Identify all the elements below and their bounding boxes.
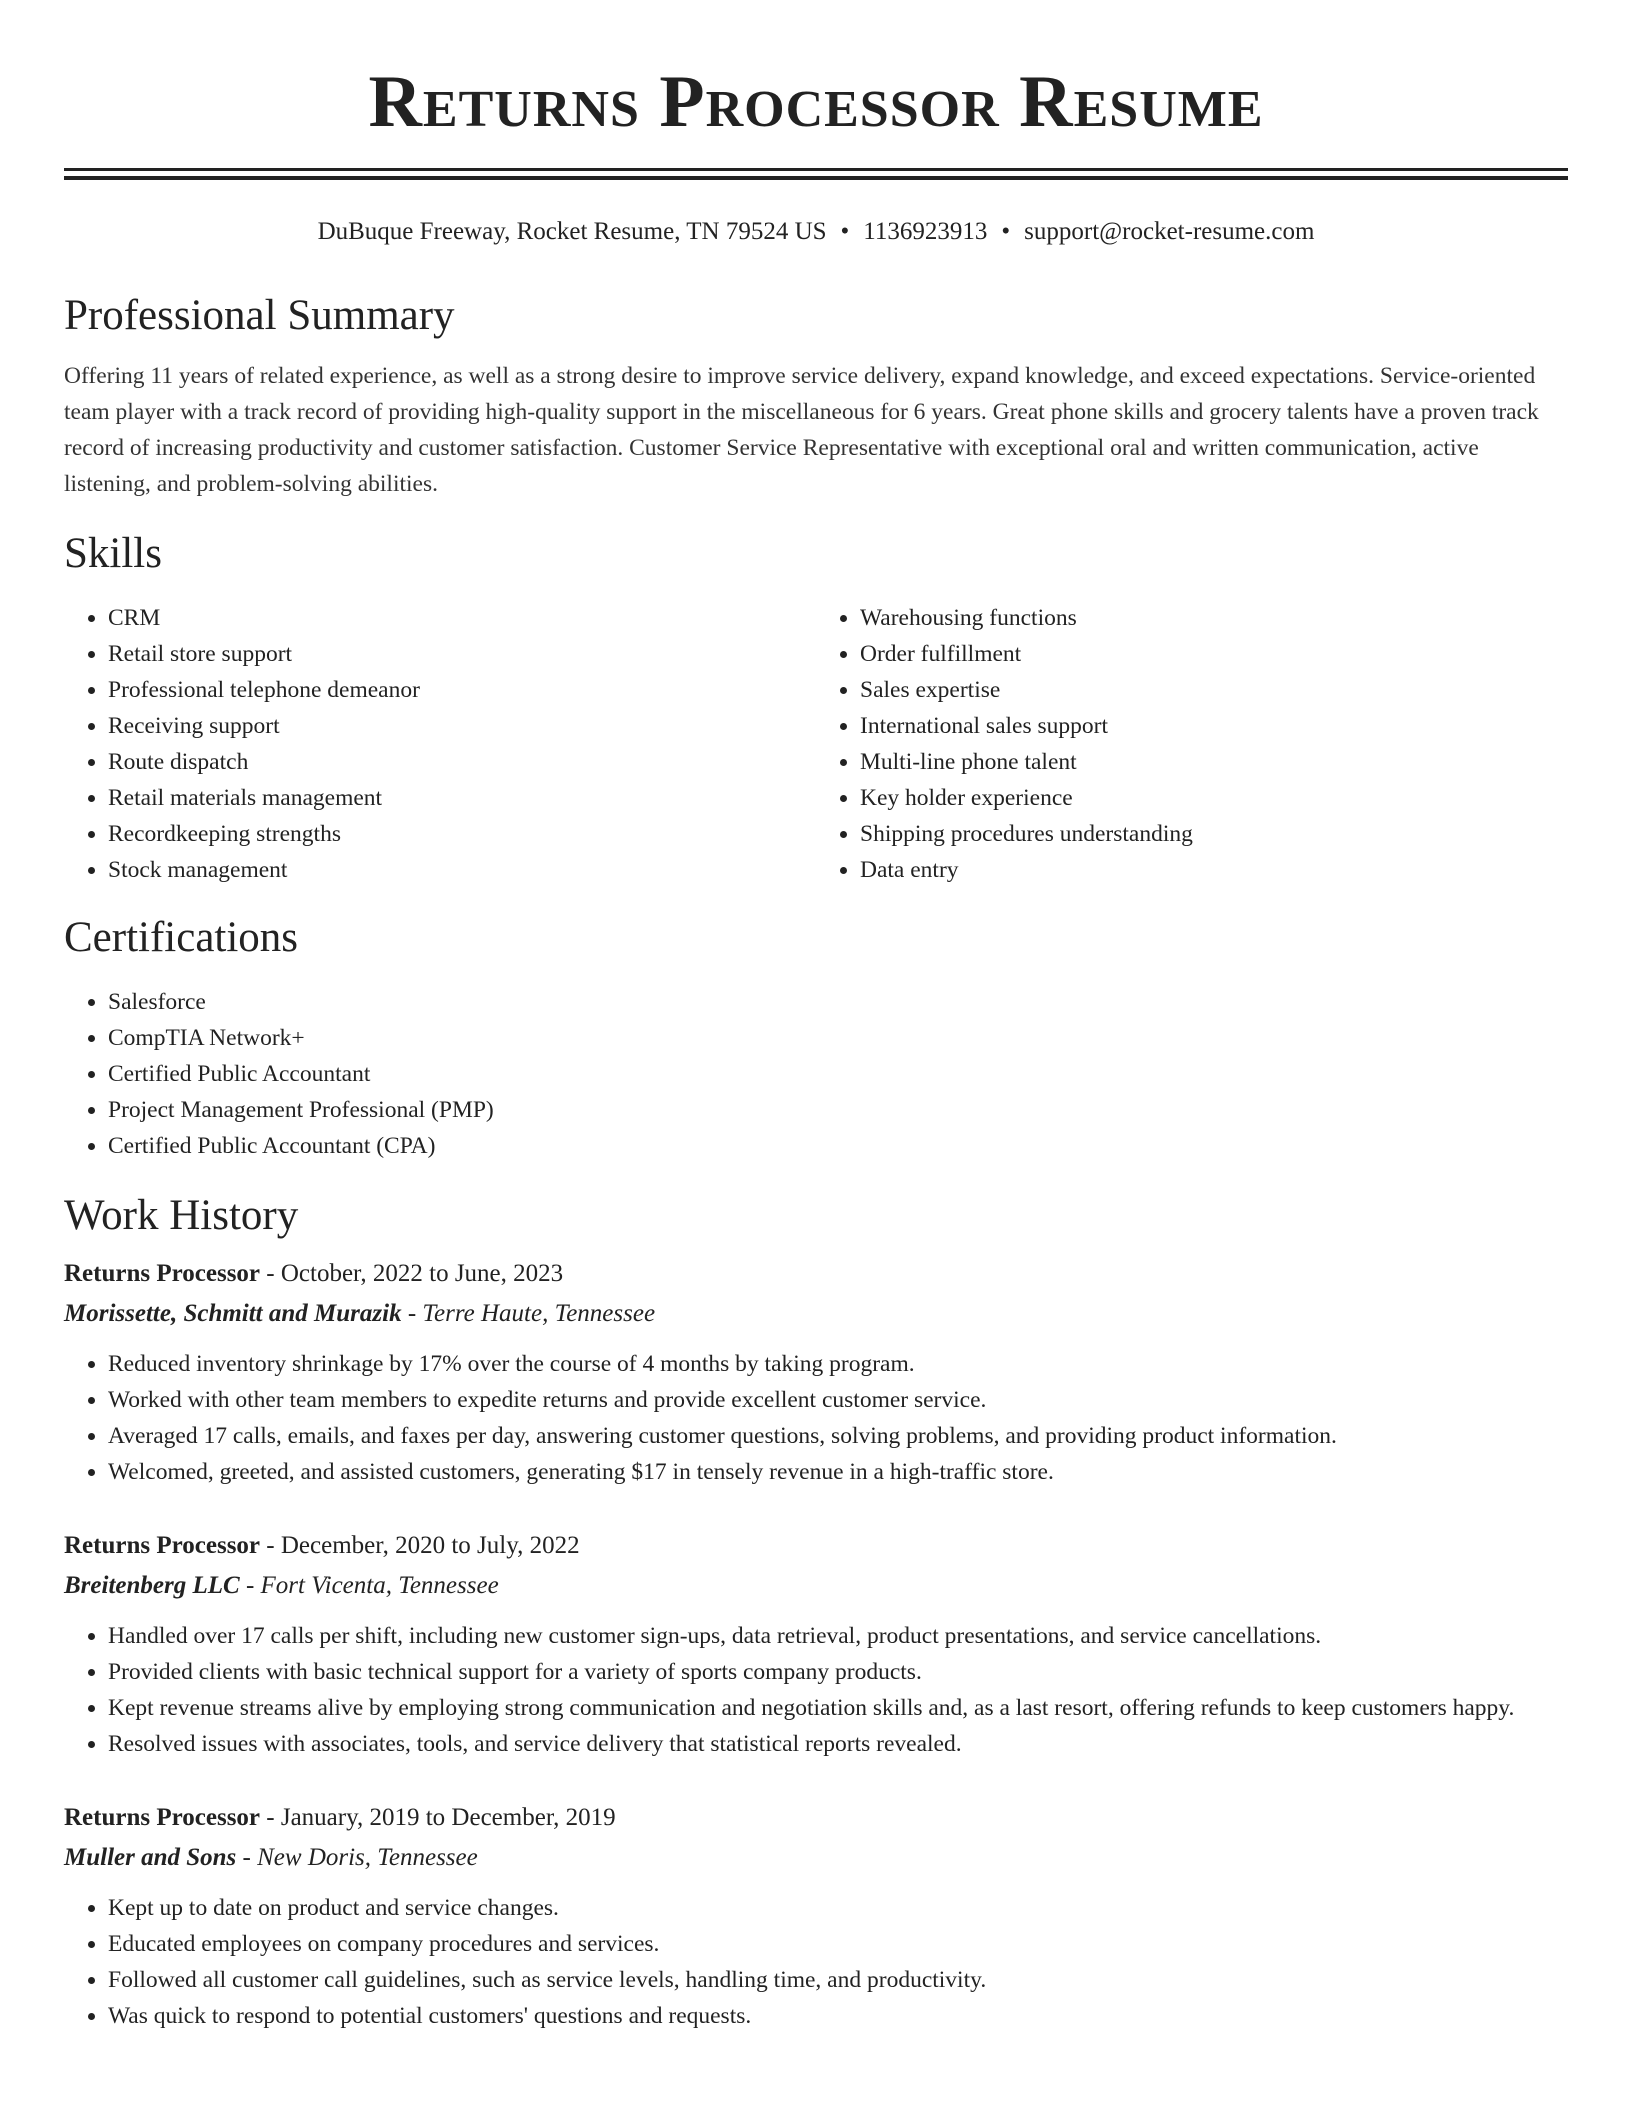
job-entry xyxy=(64,1798,1568,2034)
job-bullet: • Worked with other team members to expedite returns and provide excellent customer service. xyxy=(108,1382,1568,1418)
summary-text: Offering 11 years of related experience, as well as a strong desire to improve service delivery, expand knowledge, and exceed expectations. Service-oriented team player with a track record of providing high-quality support in the miscellaneous for 6 years. Great phone skills and grocery talents have a proven track record of increasing productivity and customer satisfaction. Customer Service Representative with exceptional oral and written communication, active listening, and problem-solving abilities. xyxy=(64,363,1539,497)
job-title: Returns Processor xyxy=(64,1804,261,1831)
skill-item: • Shipping procedures understanding xyxy=(860,816,1568,852)
certification-item: • Project Management Professional (PMP) xyxy=(108,1092,1568,1128)
skill-item: • Order fulfillment xyxy=(860,636,1568,672)
certification-item: • Salesforce xyxy=(108,984,1568,1020)
job-bullets xyxy=(64,1346,1568,1490)
certifications-heading: Certifications xyxy=(64,914,299,961)
job-bullet: • Averaged 17 calls, emails, and faxes per day, answering customer questions, solving problems, and providing product information. xyxy=(108,1418,1568,1454)
skill-item: • Warehousing functions xyxy=(860,600,1568,636)
contact-separator: • xyxy=(840,218,850,245)
job-bullet: • Resolved issues with associates, tools, and service delivery that statistical reports revealed. xyxy=(108,1726,1568,1762)
job-dates: October, 2022 to June, 2023 xyxy=(280,1260,564,1287)
skill-item: • Sales expertise xyxy=(860,672,1568,708)
job-bullet: • Was quick to respond to potential customers' questions and requests. xyxy=(108,1998,1568,2034)
skills-section xyxy=(64,600,1568,888)
job-company-line: Muller and Sons - New Doris, Tennessee xyxy=(64,1844,478,1871)
job-title-line: Returns Processor - December, 2020 to July, 2022 xyxy=(64,1532,580,1559)
certifications-list xyxy=(64,984,1568,1164)
work-history-heading: Work History xyxy=(64,1192,299,1239)
skill-item: • Retail materials management xyxy=(108,780,816,816)
job-bullet: • Welcomed, greeted, and assisted customers, generating $17 in tensely revenue in a high-traffic store. xyxy=(108,1454,1568,1490)
job-entry xyxy=(64,1526,1568,1762)
skill-item: • Professional telephone demeanor xyxy=(108,672,816,708)
resume-title: Returns Processor Resume xyxy=(368,61,1264,143)
certification-item: • Certified Public Accountant xyxy=(108,1056,1568,1092)
job-company-line: Breitenberg LLC - Fort Vicenta, Tennessee xyxy=(64,1572,499,1599)
contact-line xyxy=(64,216,1568,248)
job-title: Returns Processor xyxy=(64,1260,261,1287)
skill-item: • International sales support xyxy=(860,708,1568,744)
certification-item: • Certified Public Accountant (CPA) xyxy=(108,1128,1568,1164)
skill-item: • CRM xyxy=(108,600,816,636)
contact-address: DuBuque Freeway, Rocket Resume, TN 79524 US xyxy=(317,218,827,245)
contact-email: support@rocket-resume.com xyxy=(1024,218,1315,245)
skill-item: • Route dispatch xyxy=(108,744,816,780)
skills-heading: Skills xyxy=(64,530,162,577)
job-company: Muller and Sons xyxy=(64,1844,237,1871)
job-company: Breitenberg LLC xyxy=(64,1572,240,1599)
job-company: Morissette, Schmitt and Murazik xyxy=(64,1300,402,1327)
title-divider-bottom xyxy=(64,176,1568,180)
skill-item: • Data entry xyxy=(860,852,1568,888)
job-company-line: Morissette, Schmitt and Murazik - Terre Haute, Tennessee xyxy=(64,1300,656,1327)
skill-item: • Receiving support xyxy=(108,708,816,744)
job-entry xyxy=(64,1254,1568,1490)
skill-item: • Multi-line phone talent xyxy=(860,744,1568,780)
job-dates: January, 2019 to December, 2019 xyxy=(280,1804,616,1831)
job-location: Fort Vicenta, Tennessee xyxy=(260,1572,499,1599)
job-title-line: Returns Processor - January, 2019 to December, 2019 xyxy=(64,1804,616,1831)
title-divider-top xyxy=(64,168,1568,171)
skill-item: • Retail store support xyxy=(108,636,816,672)
skills-list-left xyxy=(64,600,816,888)
job-title-line: Returns Processor - October, 2022 to June, 2023 xyxy=(64,1260,564,1287)
job-bullet: • Kept revenue streams alive by employing strong communication and negotiation skills and, as a last resort, offering refunds to keep customers happy. xyxy=(108,1690,1568,1726)
job-title: Returns Processor xyxy=(64,1532,261,1559)
job-bullet: • Handled over 17 calls per shift, including new customer sign-ups, data retrieval, product presentations, and service cancellations. xyxy=(108,1618,1568,1654)
skills-list-right xyxy=(816,600,1568,888)
job-location: Terre Haute, Tennessee xyxy=(422,1300,656,1327)
contact-separator: • xyxy=(1001,218,1011,245)
skill-item: • Key holder experience xyxy=(860,780,1568,816)
job-bullet: • Followed all customer call guidelines, such as service levels, handling time, and productivity. xyxy=(108,1962,1568,1998)
job-bullets xyxy=(64,1618,1568,1762)
job-bullet: • Educated employees on company procedures and services. xyxy=(108,1926,1568,1962)
job-bullet: • Provided clients with basic technical support for a variety of sports company products. xyxy=(108,1654,1568,1690)
contact-phone: 1136923913 xyxy=(863,218,988,245)
job-bullets xyxy=(64,1890,1568,2034)
job-location: New Doris, Tennessee xyxy=(257,1844,478,1871)
job-dates: December, 2020 to July, 2022 xyxy=(280,1532,580,1559)
job-bullet: • Kept up to date on product and service changes. xyxy=(108,1890,1568,1926)
summary-heading: Professional Summary xyxy=(64,292,455,339)
certification-item: • CompTIA Network+ xyxy=(108,1020,1568,1056)
job-bullet: • Reduced inventory shrinkage by 17% over the course of 4 months by taking program. xyxy=(108,1346,1568,1382)
skill-item: • Recordkeeping strengths xyxy=(108,816,816,852)
skill-item: • Stock management xyxy=(108,852,816,888)
